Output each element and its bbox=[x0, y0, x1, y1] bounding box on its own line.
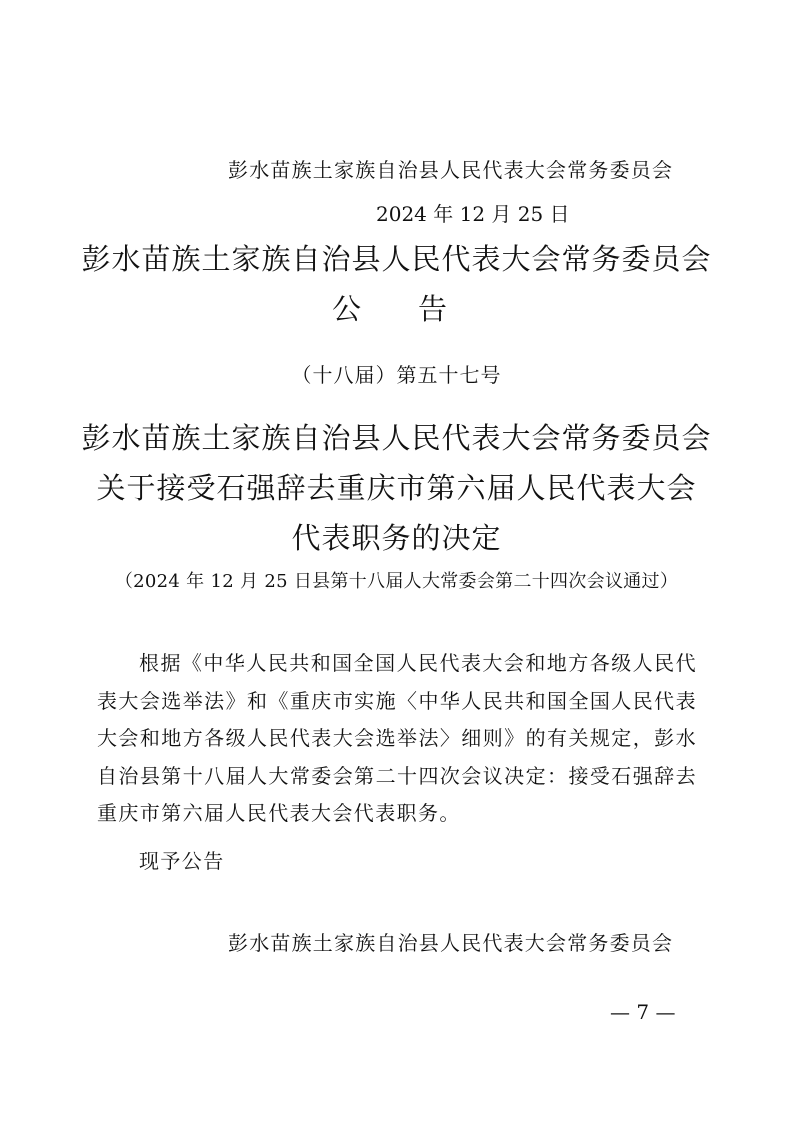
page-number: — 7 — bbox=[610, 1000, 676, 1024]
announcement-issuer-title: 彭水苗族土家族自治县人民代表大会常务委员会 bbox=[81, 242, 712, 276]
decision-title-line3: 代表职务的决定 bbox=[291, 521, 502, 555]
signature-issuer: 彭水苗族土家族自治县人民代表大会常务委员会 bbox=[228, 931, 674, 955]
body-paragraph: 根据《中华人民共和国全国人民代表大会和地方各级人民代表大会选举法》和《重庆市实施〈中华人民共和国全国人民代表大会和地方各级人民代表大会选举法〉细则》的有关规定，彭水自治县第十八届人大常委会第二十四次会议决定：接受石强辞去重庆市第六届人民代表大会代表职务。 bbox=[97, 651, 697, 825]
decision-title-line1: 彭水苗族土家族自治县人民代表大会常务委员会 bbox=[81, 421, 712, 455]
header-issuer: 彭水苗族土家族自治县人民代表大会常务委员会 bbox=[228, 158, 674, 182]
announcement-type-title: 公 告 bbox=[331, 292, 461, 326]
announcement-number: （十八届）第五十七号 bbox=[291, 363, 502, 387]
decision-title-line2: 关于接受石强辞去重庆市第六届人民代表大会 bbox=[96, 471, 697, 505]
decision-passed-note: （2024 年 12 月 25 日县第十八届人大常委会第二十四次会议通过） bbox=[114, 571, 679, 592]
body-closing: 现予公告 bbox=[139, 849, 225, 873]
header-date: 2024 年 12 月 25 日 bbox=[376, 202, 570, 226]
